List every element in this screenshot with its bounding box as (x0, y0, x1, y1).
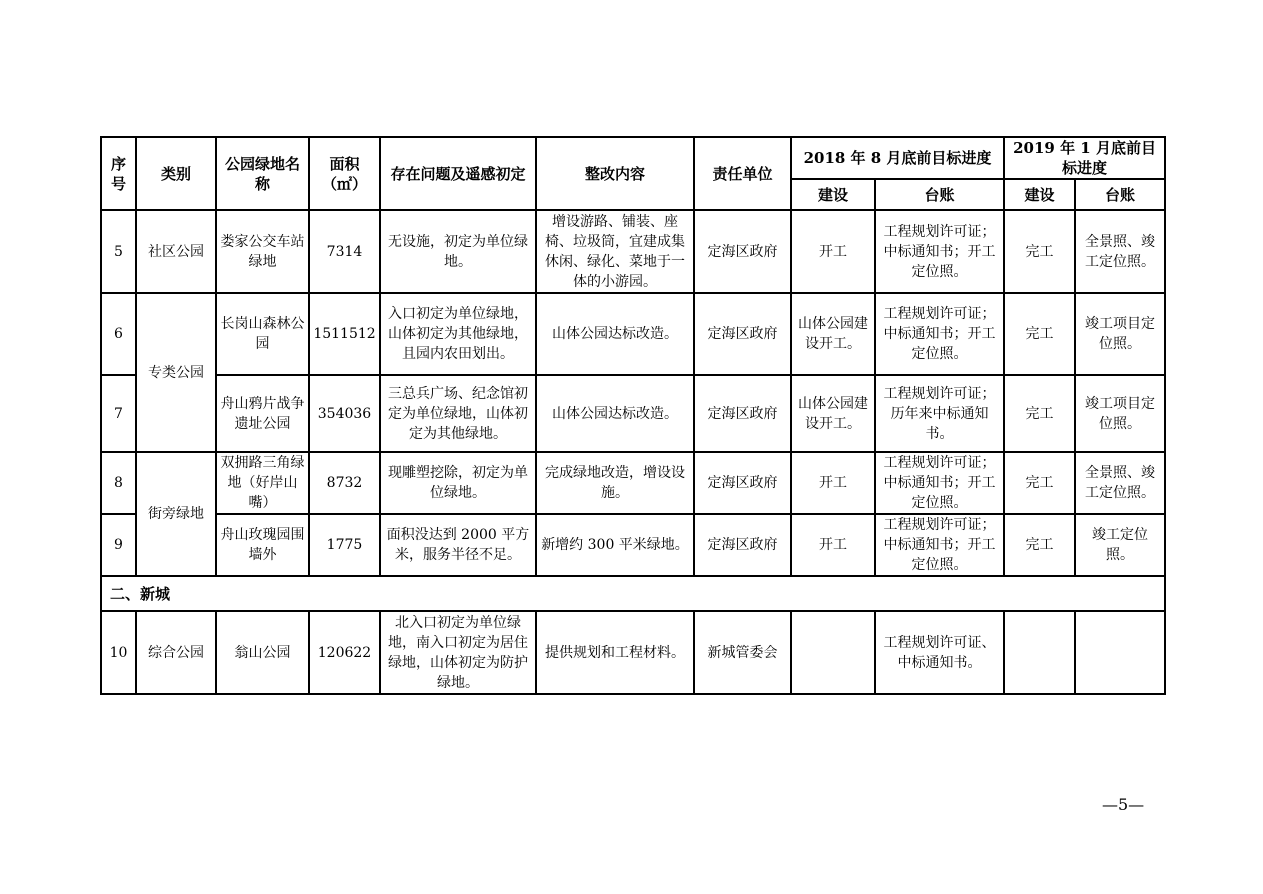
cell-ledger-2019: 全景照、竣工定位照。 (1075, 210, 1165, 293)
cell-construction-2018 (791, 611, 875, 694)
cell-responsible: 定海区政府 (694, 514, 791, 576)
table-row (101, 611, 1165, 694)
cell-ledger-2019: 竣工项目定位照。 (1075, 293, 1165, 375)
cell-responsible: 定海区政府 (694, 210, 791, 293)
cell-category: 专类公园 (136, 293, 216, 452)
cell-park-name: 长岗山森林公园 (216, 293, 309, 375)
header-ledger-2019: 台账 (1075, 179, 1165, 210)
cell-category: 综合公园 (136, 611, 216, 694)
cell-area: 8732 (309, 452, 380, 514)
header-target-2019: 2019 年 1 月底前目标进度 (1004, 137, 1165, 179)
cell-construction-2019: 完工 (1004, 375, 1075, 452)
header-problem: 存在问题及遥感初定 (380, 137, 536, 210)
cell-ledger-2019: 竣工定位照。 (1075, 514, 1165, 576)
table-row (101, 210, 1165, 293)
cell-construction-2018: 山体公园建设开工。 (791, 375, 875, 452)
cell-construction-2019 (1004, 611, 1075, 694)
cell-ledger-2018: 工程规划许可证；历年来中标通知书。 (875, 375, 1004, 452)
cell-problem: 北入口初定为单位绿地，南入口初定为居住绿地，山体初定为防护绿地。 (380, 611, 536, 694)
cell-area: 354036 (309, 375, 380, 452)
cell-ledger-2019: 全景照、竣工定位照。 (1075, 452, 1165, 514)
header-row-1 (101, 137, 1165, 179)
cell-construction-2019: 完工 (1004, 452, 1075, 514)
header-category: 类别 (136, 137, 216, 210)
cell-rectification: 新增约 300 平米绿地。 (536, 514, 694, 576)
cell-responsible: 定海区政府 (694, 452, 791, 514)
cell-responsible: 定海区政府 (694, 375, 791, 452)
header-construction-2019: 建设 (1004, 179, 1075, 210)
cell-category: 街旁绿地 (136, 452, 216, 576)
cell-construction-2019: 完工 (1004, 293, 1075, 375)
rectification-table (100, 136, 1166, 695)
cell-problem: 面积没达到 2000 平方米，服务半径不足。 (380, 514, 536, 576)
section-row (101, 576, 1165, 611)
cell-seq: 6 (101, 293, 136, 375)
cell-rectification: 山体公园达标改造。 (536, 375, 694, 452)
table-row (101, 293, 1165, 375)
table-row (101, 375, 1165, 452)
header-park-name: 公园绿地名称 (216, 137, 309, 210)
cell-rectification: 山体公园达标改造。 (536, 293, 694, 375)
header-ledger-2018: 台账 (875, 179, 1004, 210)
section-title: 二、新城 (101, 576, 1165, 611)
header-responsible: 责任单位 (694, 137, 791, 210)
cell-construction-2018: 山体公园建设开工。 (791, 293, 875, 375)
cell-seq: 10 (101, 611, 136, 694)
cell-ledger-2018: 工程规划许可证；中标通知书；开工定位照。 (875, 210, 1004, 293)
header-rectification: 整改内容 (536, 137, 694, 210)
cell-rectification: 提供规划和工程材料。 (536, 611, 694, 694)
cell-area: 1775 (309, 514, 380, 576)
cell-rectification: 增设游路、铺装、座椅、垃圾筒，宜建成集休闲、绿化、菜地于一体的小游园。 (536, 210, 694, 293)
cell-problem: 无设施，初定为单位绿地。 (380, 210, 536, 293)
cell-seq: 8 (101, 452, 136, 514)
header-seq: 序号 (101, 137, 136, 210)
cell-rectification: 完成绿地改造，增设设施。 (536, 452, 694, 514)
cell-ledger-2018: 工程规划许可证、中标通知书。 (875, 611, 1004, 694)
cell-ledger-2018: 工程规划许可证；中标通知书；开工定位照。 (875, 514, 1004, 576)
cell-category: 社区公园 (136, 210, 216, 293)
cell-problem: 入口初定为单位绿地，山体初定为其他绿地，且园内农田划出。 (380, 293, 536, 375)
cell-construction-2018: 开工 (791, 452, 875, 514)
cell-area: 7314 (309, 210, 380, 293)
cell-responsible: 新城管委会 (694, 611, 791, 694)
cell-seq: 7 (101, 375, 136, 452)
cell-responsible: 定海区政府 (694, 293, 791, 375)
header-area: 面积（㎡） (309, 137, 380, 210)
cell-park-name: 舟山鸦片战争遗址公园 (216, 375, 309, 452)
cell-ledger-2018: 工程规划许可证；中标通知书；开工定位照。 (875, 293, 1004, 375)
page-number: —5— (1102, 795, 1145, 814)
cell-construction-2019: 完工 (1004, 514, 1075, 576)
cell-area: 1511512 (309, 293, 380, 375)
cell-ledger-2019: 竣工项目定位照。 (1075, 375, 1165, 452)
cell-construction-2019: 完工 (1004, 210, 1075, 293)
cell-construction-2018: 开工 (791, 210, 875, 293)
header-target-2018: 2018 年 8 月底前目标进度 (791, 137, 1004, 179)
cell-ledger-2019 (1075, 611, 1165, 694)
cell-seq: 9 (101, 514, 136, 576)
cell-seq: 5 (101, 210, 136, 293)
cell-park-name: 翁山公园 (216, 611, 309, 694)
cell-park-name: 舟山玫瑰园围墙外 (216, 514, 309, 576)
cell-problem: 现雕塑挖除，初定为单位绿地。 (380, 452, 536, 514)
cell-park-name: 娄家公交车站绿地 (216, 210, 309, 293)
cell-ledger-2018: 工程规划许可证；中标通知书；开工定位照。 (875, 452, 1004, 514)
table-row (101, 452, 1165, 514)
cell-construction-2018: 开工 (791, 514, 875, 576)
cell-problem: 三总兵广场、纪念馆初定为单位绿地，山体初定为其他绿地。 (380, 375, 536, 452)
table-row (101, 514, 1165, 576)
cell-area: 120622 (309, 611, 380, 694)
cell-park-name: 双拥路三角绿地（好岸山嘴） (216, 452, 309, 514)
header-construction-2018: 建设 (791, 179, 875, 210)
